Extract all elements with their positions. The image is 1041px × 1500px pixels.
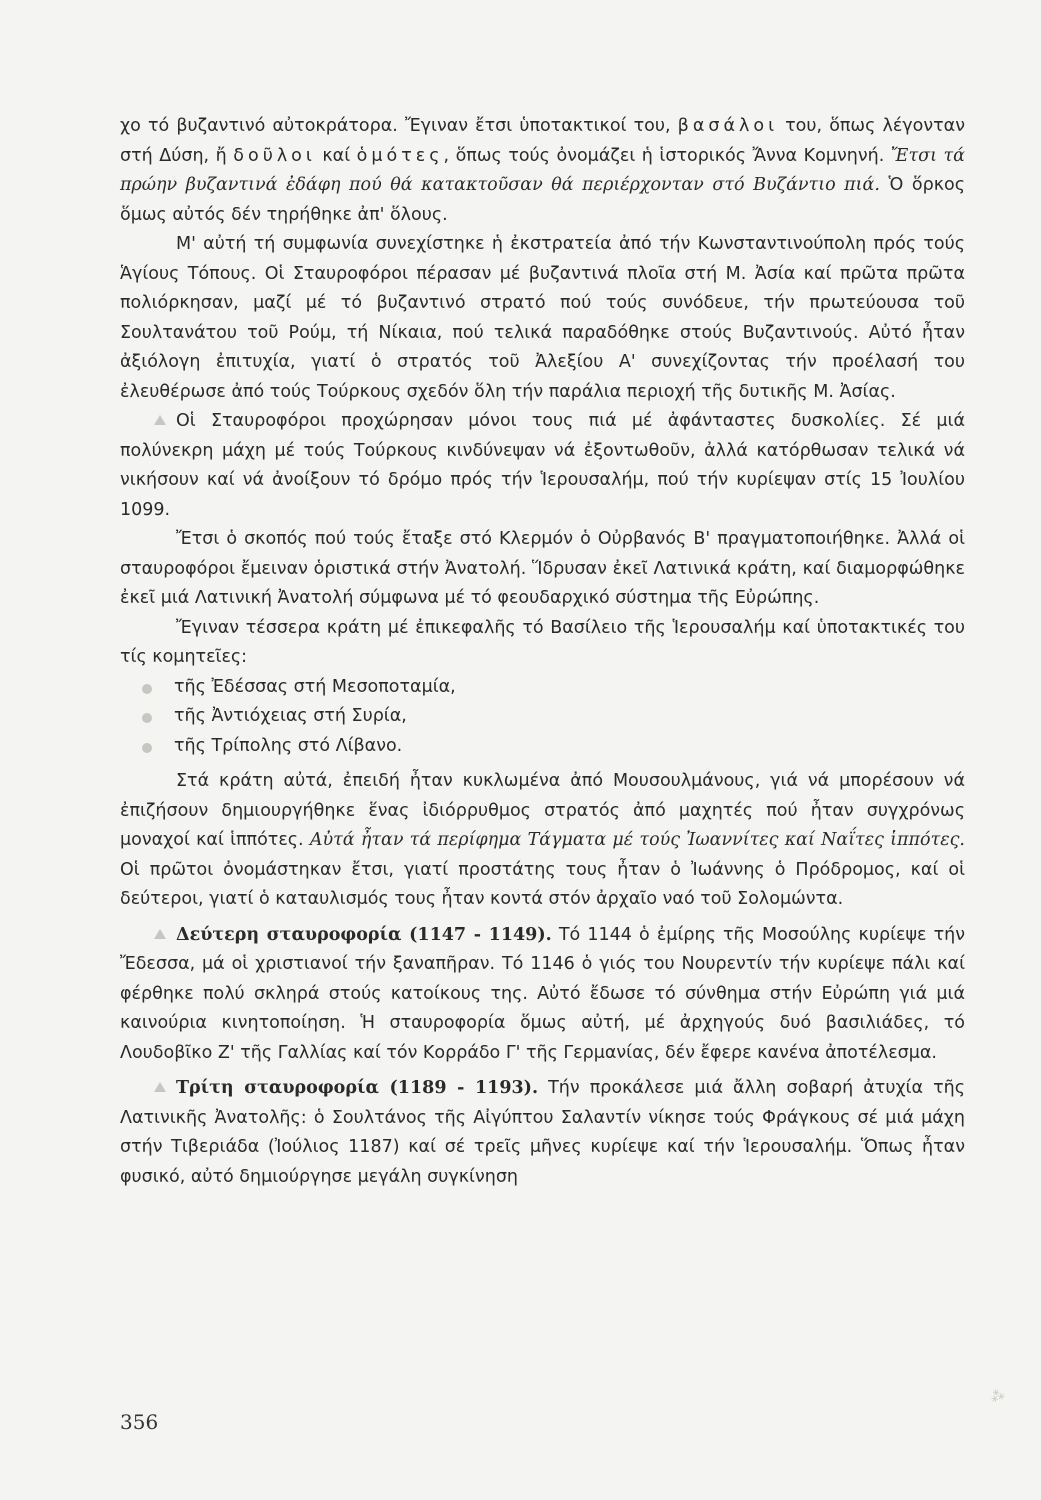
text-run: Οἱ πρῶτοι ὀνομάστηκαν ἔτσι, γιατί προστάτης τους ἦταν ὁ Ἰωάννης ὁ Πρόδρομος, καί οἱ δεύτεροι, γιατί ὁ καταυλισμός τους ἦταν κοντά στόν ἀρχαῖο ναό τοῦ Σολομώντα. xyxy=(120,859,965,909)
paragraph-military-orders xyxy=(120,767,965,915)
scan-smudge: ⁂ xyxy=(988,1386,1007,1407)
paragraph-jerusalem-capture xyxy=(120,407,965,525)
counties-list xyxy=(120,673,965,762)
text-run: καί xyxy=(315,145,357,166)
paragraph-vassals xyxy=(120,112,965,230)
text-run: Οἱ Σταυροφόροι προχώρησαν μόνοι τους πιά μέ ἀφάνταστες δυσκολίες. Σέ μιά πολύνεκρη μάχη μέ τούς Τούρκους κινδύνεψαν νά ἐξοντωθοῦν, ἀλλά κατόρθωσαν τελικά νά νικήσουν καί νά ἀνοίξουν τό δρόμο πρός τήν Ἱερουσαλήμ, πού τήν κυρίεψαν στίς 15 Ἰουλίου 1099. xyxy=(120,411,965,520)
page-number: 356 xyxy=(120,1410,159,1434)
triangle-marker-icon xyxy=(154,415,166,425)
page-body xyxy=(120,112,965,1192)
spaced-term-vassals: βασάλοι xyxy=(677,116,778,136)
text-run: Στά κράτη αὐτά, ἐπειδή ἦταν κυκλωμένα ἀπό Μουσουλμάνους, γιά νά μπορέσουν νά ἐπιζήσουν δημιουργήθηκε ἕνας ἰδιόρρυθμος στρατός ἀπό μαχητές πού ἦταν συγχρόνως μοναχοί καί ἱππότες. xyxy=(120,771,965,850)
text-run: του, ὅπως λέγονταν στή Δύση, ἤ xyxy=(120,116,965,166)
paragraph-second-crusade xyxy=(120,921,965,1069)
list-item: τῆς Ἐδέσσας στή Μεσοποταμία, xyxy=(120,673,965,703)
text-run: Τό 1144 ὁ ἐμίρης τῆς Μοσούλης κυρίεψε τήν Ἔδεσσα, μά οἱ χριστιανοί τήν ξαναπῆραν. Τό 1146 ὁ γιός του Νουρεντίν τήν κυρίεψε πάλι καί φέρθηκε πολύ σκληρά στούς κατοίκους της. Αὐτό ἔδωσε τό σύνθημα στήν Εὐρώπη γιά μιά καινούρια κινητοποίηση. Ἡ σταυροφορία ὅμως αὐτή, μέ ἀρχηγούς δυό βασιλιάδες, τό Λουδοβῖκο Ζ' τῆς Γαλλίας καί τόν Κορράδο Γ' τῆς Γερμανίας, δέν ἔφερε κανένα ἀποτέλεσμα. xyxy=(120,924,965,1063)
italic-orders: Αὐτά ἦταν τά περίφημα Τάγματα μέ τούς Ἰωαννίτες καί Ναΐτες ἱππότες. xyxy=(309,830,965,850)
paragraph-latin-east: Ἔτσι ὁ σκοπός πού τούς ἔταξε στό Κλερμόν ὁ Οὐρβανός Β' πραγματοποιήθηκε. Ἀλλά οἱ σταυροφόροι ἔμειναν ὁριστικά στήν Ἀνατολή. Ἵδρυσαν ἐκεῖ Λατινικά κράτη, καί διαμορφώθηκε ἐκεῖ μιά Λατινική Ἀνατολή σύμφωνα μέ τό φεουδαρχικό σύστημα τῆς Εὐρώπης. xyxy=(120,529,965,608)
spaced-term-omotes: ὁμότες xyxy=(356,145,444,166)
triangle-marker-icon xyxy=(154,929,166,939)
paragraph-four-states: Ἔγιναν τέσσερα κράτη μέ ἐπικεφαλῆς τό Βασίλειο τῆς Ἱερουσαλήμ καί ὑποτακτικές του τίς κομητεῖες: xyxy=(120,617,965,667)
paragraph-nicaea: Μ' αὐτή τή συμφωνία συνεχίστηκε ἡ ἐκστρατεία ἀπό τήν Κωνσταντινούπολη πρός τούς Ἁγίους Τόπους. Οἱ Σταυροφόροι πέρασαν μέ βυζαντινά πλοῖα στή Μ. Ἀσία καί πρῶτα πρῶτα πολιόρκησαν, μαζί μέ τό βυζαντινό στρατό πού τούς συνόδευε, τήν πρωτεύουσα τοῦ Σουλτανάτου τοῦ Ρούμ, τή Νίκαια, πού τελικά παραδόθηκε στούς Βυζαντινούς. Αὐτό ἦταν ἀξιόλογη ἐπιτυχία, γιατί ὁ στρατός τοῦ Ἀλεξίου Α' συνεχίζοντας τήν προέλασή του ἐλευθέρωσε ἀπό τούς Τούρκους σχεδόν ὅλη τήν παράλια περιοχή τῆς δυτικῆς Μ. Ἀσίας. xyxy=(120,234,965,402)
list-item: τῆς Τρίπολης στό Λίβανο. xyxy=(120,732,965,762)
text-run: Ὁ ὅρκος ὅμως αὐτός δέν τηρήθηκε ἀπ' ὅλους. xyxy=(120,175,965,225)
bullet-dot-icon xyxy=(142,743,152,753)
text-run: , ὅπως τούς ὀνομάζει ἡ ἱστορικός Ἄννα Κομνηνή. xyxy=(443,145,891,166)
italic-quote: Ἔτσι τά πρώην βυζαντινά ἐδάφη πού θά κατακτοῦσαν θά περιέρχονταν στό Βυζάντιο πιά. xyxy=(120,145,965,195)
section-heading-third-crusade: Τρίτη σταυροφορία (1189 - 1193). xyxy=(176,1078,539,1098)
triangle-marker-icon xyxy=(154,1082,166,1092)
bullet-dot-icon xyxy=(142,684,152,694)
spaced-term-doulos: δοῦλοι xyxy=(233,145,316,166)
section-heading-second-crusade: Δεύτερη σταυροφορία (1147 - 1149). xyxy=(176,924,552,945)
bullet-dot-icon xyxy=(142,713,152,723)
text-run: χο τό βυζαντινό αὐτοκράτορα. Ἔγιναν ἔτσι ὑποτακτικοί του, xyxy=(120,116,678,136)
text-run: Τήν προκάλεσε μιά ἄλλη σοβαρή ἀτυχία τῆς Λατινικῆς Ἀνατολῆς: ὁ Σουλτάνος τῆς Αἰγύπτου Σαλαντίν νίκησε τούς Φράγκους σέ μιά μάχη στήν Τιβεριάδα (Ἰούλιος 1187) καί σέ τρεῖς μῆνες κυρίεψε καί τήν Ἱερουσαλήμ. Ὅπως ἦταν φυσικό, αὐτό δημιούργησε μεγάλη συγκίνηση xyxy=(120,1078,965,1187)
paragraph-third-crusade xyxy=(120,1074,965,1192)
list-item: τῆς Ἀντιόχειας στή Συρία, xyxy=(120,702,965,732)
